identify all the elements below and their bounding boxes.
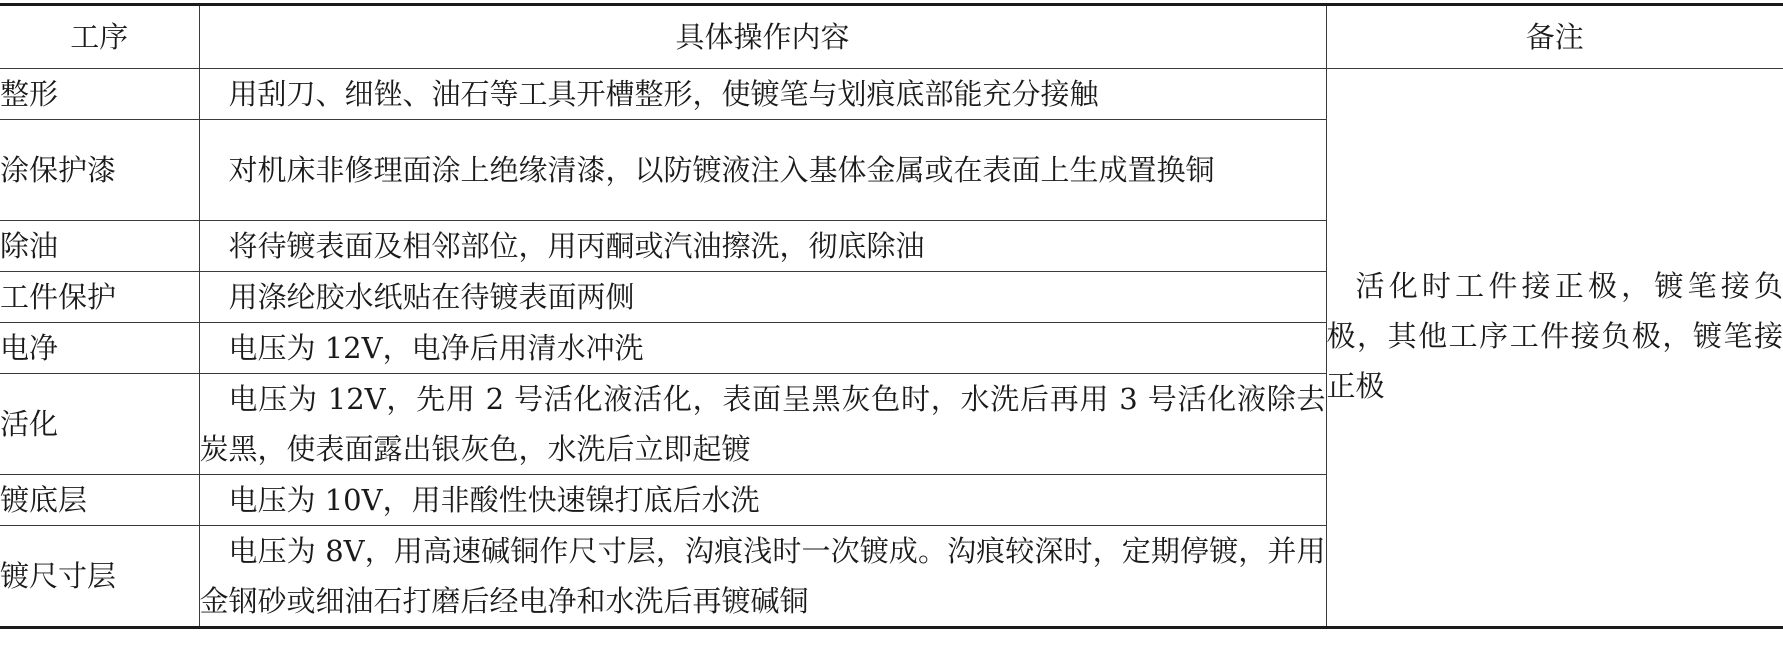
content-text: 用涤纶胶水纸贴在待镀表面两侧	[228, 280, 635, 314]
process-table	[0, 3, 1783, 629]
step-cell: 镀底层	[0, 475, 199, 526]
content-text: 用刮刀、细锉、油石等工具开槽整形，使镀笔与划痕底部能充分接触	[228, 77, 1099, 111]
content-cell	[199, 221, 1326, 272]
table-header-row	[0, 5, 1783, 69]
remark-text: 活化时工件接正极，镀笔接负极，其他工序工件接负极，镀笔接正极	[1326, 269, 1783, 403]
content-text: 电压为 8V，用高速碱铜作尺寸层，沟痕浅时一次镀成。沟痕较深时，定期停镀，并用金钢砂或细油石打磨后经电净和水洗后再镀碱铜	[199, 534, 1326, 618]
step-cell: 工件保护	[0, 272, 199, 323]
content-text: 对机床非修理面涂上绝缘清漆，以防镀液注入基体金属或在表面上生成置换铜	[228, 153, 1215, 187]
step-cell: 涂保护漆	[0, 120, 199, 221]
content-cell	[199, 69, 1326, 120]
content-text: 电压为 12V，电净后用清水冲洗	[228, 331, 644, 365]
remark-cell	[1326, 69, 1783, 628]
content-text: 电压为 10V，用非酸性快速镍打底后水洗	[228, 483, 760, 517]
content-cell	[199, 323, 1326, 374]
step-cell: 电净	[0, 323, 199, 374]
step-cell: 除油	[0, 221, 199, 272]
content-cell	[199, 475, 1326, 526]
header-step: 工序	[0, 5, 199, 69]
content-cell	[199, 120, 1326, 221]
content-cell	[199, 526, 1326, 628]
step-cell: 活化	[0, 374, 199, 475]
content-cell	[199, 272, 1326, 323]
header-content: 具体操作内容	[199, 5, 1326, 69]
content-cell	[199, 374, 1326, 475]
step-cell: 镀尺寸层	[0, 526, 199, 628]
header-remark: 备注	[1326, 5, 1783, 69]
content-text: 将待镀表面及相邻部位，用丙酮或汽油擦洗，彻底除油	[228, 229, 925, 263]
table-row	[0, 69, 1783, 120]
content-text: 电压为 12V，先用 2 号活化液活化，表面呈黑灰色时，水洗后再用 3 号活化液除去炭黑，使表面露出银灰色，水洗后立即起镀	[199, 382, 1326, 466]
step-cell: 整形	[0, 69, 199, 120]
